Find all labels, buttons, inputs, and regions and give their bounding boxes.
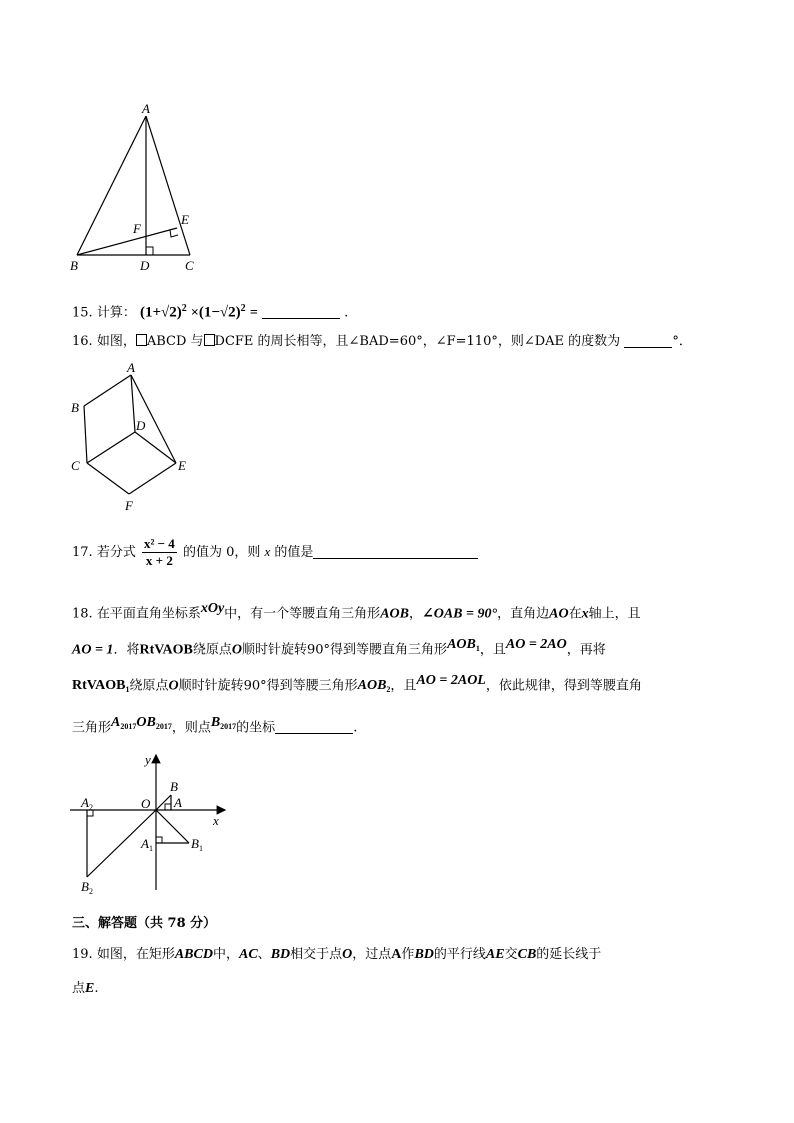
question-text-1: 若分式 — [96, 545, 136, 560]
text: ，则点 — [171, 720, 211, 736]
question-18-line-3 — [72, 672, 642, 699]
label-f: F — [133, 221, 141, 236]
text: RtVA — [72, 678, 106, 694]
expr-1: (1+√2) — [139, 304, 182, 321]
question-15 — [72, 300, 348, 322]
label-d: D — [140, 258, 150, 273]
label-c: C — [185, 258, 194, 273]
label-b: B — [71, 400, 79, 415]
math-cb: CB — [517, 947, 537, 962]
text: 的延长线于 — [536, 947, 602, 962]
text: ，直角边 — [497, 606, 550, 622]
var-x: x — [264, 544, 271, 559]
text: AOB — [447, 637, 476, 652]
text: 顺时针旋转90°得到等腰直角三角形 — [242, 642, 448, 658]
question-number: 17. — [72, 545, 93, 560]
text: AOB — [357, 678, 387, 694]
text: 在平面直角坐标系 — [96, 606, 201, 622]
text: OB — [105, 678, 126, 694]
question-18-line-4 — [72, 714, 357, 737]
text: ，再将 — [566, 642, 606, 658]
text: . — [94, 981, 99, 996]
math-b2017 — [211, 715, 236, 730]
text: 中， — [212, 947, 239, 962]
question-19-line-2 — [72, 980, 99, 998]
figure-parallelograms — [65, 360, 205, 520]
math-a2o: AO = 2AOL — [416, 673, 486, 688]
label-e: E — [178, 458, 186, 473]
text: 点 — [72, 981, 86, 996]
math-a: A — [391, 947, 402, 962]
fraction-numerator: x² − 4 — [143, 536, 175, 551]
math-xoy: xOy — [200, 601, 225, 616]
text: 交 — [504, 947, 518, 962]
label-d: D — [136, 418, 146, 433]
question-17 — [72, 536, 478, 569]
answer-blank — [313, 544, 478, 559]
text: 在 — [568, 606, 582, 622]
label-b: B — [70, 258, 78, 273]
subscript: 2017 — [120, 722, 137, 731]
text: 轴上，且 — [588, 606, 641, 622]
text: 三角形 — [72, 720, 112, 736]
question-text-2: 的值为 0，则 — [182, 545, 261, 560]
equals: = — [249, 305, 258, 321]
fraction-denominator: x + 2 — [145, 553, 173, 568]
question-19-line-1 — [72, 946, 601, 964]
label-o: O — [141, 796, 151, 811]
math-o: O — [168, 678, 179, 694]
answer-blank — [262, 304, 340, 319]
text: ，依此规律，得到等腰直角 — [485, 678, 642, 694]
text: A — [111, 715, 121, 730]
math-x: x — [581, 606, 589, 622]
text: 相交于点 — [290, 947, 343, 962]
label-c: C — [71, 458, 80, 473]
label-b1: $B_1$ — [191, 836, 203, 853]
question-number: 19. — [72, 947, 93, 962]
text: . — [353, 720, 358, 736]
text: ，且 — [390, 678, 417, 694]
question-text-3: DCFE 的周长相等，且∠BAD=60°，∠F=110°，则∠DAE 的度数为 — [214, 334, 621, 349]
math-aob: AOB — [380, 606, 409, 622]
label-e: E — [181, 212, 189, 227]
question-18-line-2 — [72, 636, 606, 659]
question-text: 计算： — [96, 305, 136, 321]
math-rt1: RtVAOB — [139, 642, 193, 658]
subscript: 2 — [386, 685, 391, 695]
math-o: O — [231, 642, 243, 658]
question-16 — [72, 333, 692, 351]
question-text-3: 的值是 — [274, 545, 314, 560]
subscript: 1 — [125, 685, 130, 695]
math-ao-1: AO = 1 — [72, 642, 114, 658]
parallelogram-icon — [136, 334, 147, 346]
exp-1: 2 — [181, 303, 187, 314]
parallelogram-icon — [204, 334, 215, 346]
question-number: 16. — [72, 334, 93, 349]
label-y: y — [145, 752, 151, 767]
math-o: O — [342, 947, 353, 962]
math-a2ob2 — [358, 678, 391, 693]
text: 绕原点 — [129, 678, 169, 694]
text: ， — [408, 606, 422, 622]
figure-coordinate-plane — [65, 750, 235, 900]
text: OB — [136, 715, 156, 730]
times: × — [190, 305, 199, 321]
text: ，过点 — [352, 947, 392, 962]
math-ae: AE — [485, 947, 505, 962]
math-e: E — [85, 981, 95, 996]
math-rt2 — [72, 678, 129, 693]
label-a: A — [127, 360, 135, 375]
math-a1ob1 — [447, 637, 480, 652]
question-text-2: ABCD 与 — [146, 334, 204, 349]
math-a2017 — [111, 715, 172, 730]
subscript: 1 — [475, 644, 480, 653]
label-a: A — [174, 795, 182, 810]
subscript: 2017 — [220, 722, 237, 731]
text: ，且 — [479, 642, 506, 658]
text: 、 — [257, 947, 271, 962]
text: B — [210, 715, 221, 730]
text: 绕原点 — [192, 642, 232, 658]
end-degree: °． — [672, 334, 692, 349]
question-text-1: 如图， — [96, 334, 136, 349]
text: 的平行线 — [433, 947, 486, 962]
label-b: B — [170, 779, 178, 794]
math-a1o: AO = 2AO — [505, 637, 567, 652]
section-heading: 三、解答题（共 78 分） — [72, 916, 217, 931]
text: ．将 — [113, 642, 140, 658]
label-x: x — [213, 813, 219, 828]
math-ac: AC — [238, 947, 258, 962]
fraction — [142, 536, 177, 569]
label-f: F — [125, 498, 133, 513]
text: 的坐标 — [236, 720, 276, 736]
label-a1: $A_1$ — [141, 836, 153, 853]
subscript: 2017 — [155, 722, 172, 731]
math-bd: BD — [270, 947, 291, 962]
question-18-line-1 — [72, 600, 641, 623]
figure-triangle-abc — [60, 100, 210, 280]
math-bd: BD — [414, 947, 434, 962]
end-period: . — [344, 305, 349, 321]
expr-2: (1−√2) — [198, 304, 241, 321]
answer-blank — [275, 719, 353, 734]
text: 顺时针旋转90°得到等腰三角形 — [178, 678, 358, 694]
math-abcd: ABCD — [174, 947, 213, 962]
math-ao: AO — [549, 606, 569, 622]
exp-2: 2 — [240, 303, 246, 314]
text: 如图，在矩形 — [96, 947, 175, 962]
label-b2: $B_2$ — [81, 879, 93, 896]
text: 中，有一个等腰直角三角形 — [224, 606, 381, 622]
label-a: A — [142, 101, 150, 116]
text: 作 — [401, 947, 415, 962]
math-angle: ∠OAB = 90° — [422, 606, 498, 622]
answer-blank — [624, 333, 672, 348]
question-number: 15. — [72, 305, 93, 321]
question-number: 18. — [72, 606, 93, 622]
label-a2: $A_2$ — [81, 795, 93, 812]
